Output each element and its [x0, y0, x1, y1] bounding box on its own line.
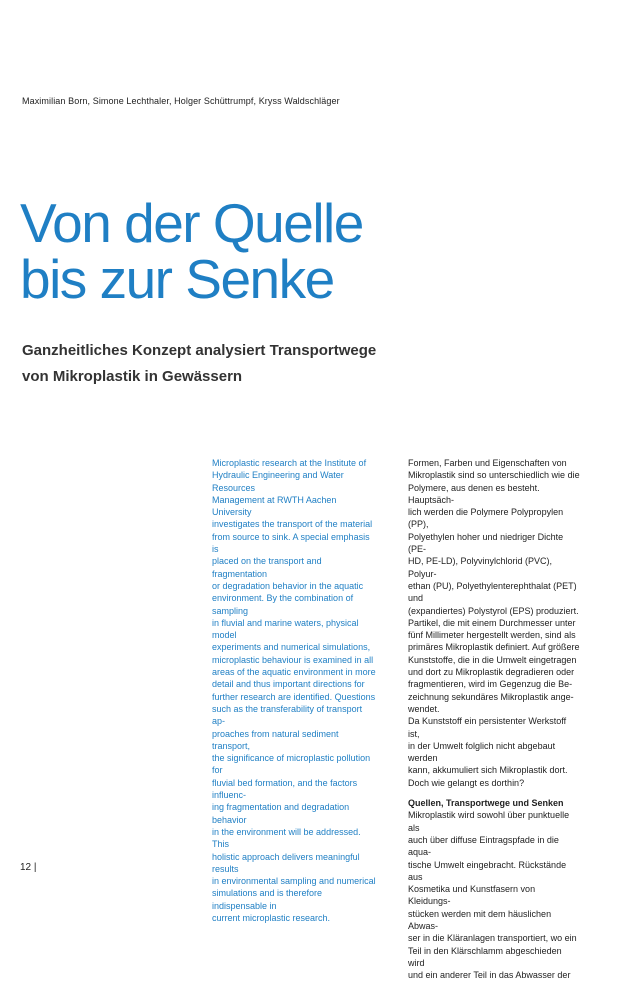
article-title	[20, 192, 363, 310]
body-paragraph-1: Formen, Farben und Eigenschaften von Mikroplastik sind so unterschiedlich wie die Polymere, aus denen es besteht. Hauptsäch- lich werden die Polymere Polypropylen (PP), Polyethylen hoher und niedriger Dichte (PE- HD, PE-LD), Polyvinylchlorid (PVC), Polyur- ethan (PU), Polyethylenterephthalat (PET) und (expandiertes) Polystyrol (EPS) produziert. Partikel, die mit einem Durchmesser unter fünf Millimeter hergestellt werden, sind als primäres Mikroplastik definiert. Auf größere Kunststoffe, die in die Umwelt eingetragen und dort zu Mikroplastik degradieren oder fragmentieren, wird im Gegenzug die Be- zeichnung sekundäres Mikroplastik ange- wendet.	[408, 458, 580, 714]
abstract-text: Microplastic research at the Institute of Hydraulic Engineering and Water Resources Management at RWTH Aachen University investigates the transport of the material from source to sink. A special emphasis is placed on the transport and fragmentation or degradation behavior in the aquatic environment. By the combination of sampling in fluvial and marine waters, physical model experiments and numerical simulations, microplastic behaviour is examined in all areas of the aquatic environment in more detail and thus important directions for further research are identified. Questions such as the transferability of transport ap- proaches from natural sediment transport, the significance of microplastic pollution for fluvial bed formation, and the factors influenc- ing fragmentation and degradation behavior in the environment will be addressed. This holistic approach delivers meaningful results in environmental sampling and numerical simulations and is therefore indispensable in current microplastic research.	[212, 458, 376, 923]
title-line-2: bis zur Senke	[20, 248, 334, 310]
subtitle-line-2: von Mikroplastik in Gewässern	[22, 368, 243, 385]
title-line-1: Von der Quelle	[20, 192, 363, 254]
english-abstract-column	[212, 457, 377, 924]
article-subtitle	[22, 338, 376, 390]
subtitle-line-1: Ganzheitliches Konzept analysiert Transportwege	[22, 342, 377, 359]
body-paragraph-2: Da Kunststoff ein persistenter Werkstoff ist, in der Umwelt folglich nicht abgebaut werden kann, akkumuliert sich Mikroplastik dort. Doch wie gelangt es dorthin?	[408, 716, 568, 788]
body-paragraph-3: Mikroplastik wird sowohl über punktuelle als auch über diffuse Eintragspfade in die aqua- tische Umwelt eingebracht. Rückstände aus Kosmetika und Kunstfasern von Kleidungs- stücken werden mit dem häuslichen Abwas- ser in die Kläranlagen transportiert, wo ein Teil in den Klärschlamm abgeschieden wird und ein anderer Teil in das Abwasser der	[408, 810, 577, 981]
body-text-column	[408, 457, 580, 981]
page-number: 12 |	[20, 862, 37, 873]
section-heading: Quellen, Transportwege und Senken	[408, 798, 564, 809]
author-list: Maximilian Born, Simone Lechthaler, Holger Schüttrumpf, Kryss Waldschläger	[22, 96, 340, 106]
